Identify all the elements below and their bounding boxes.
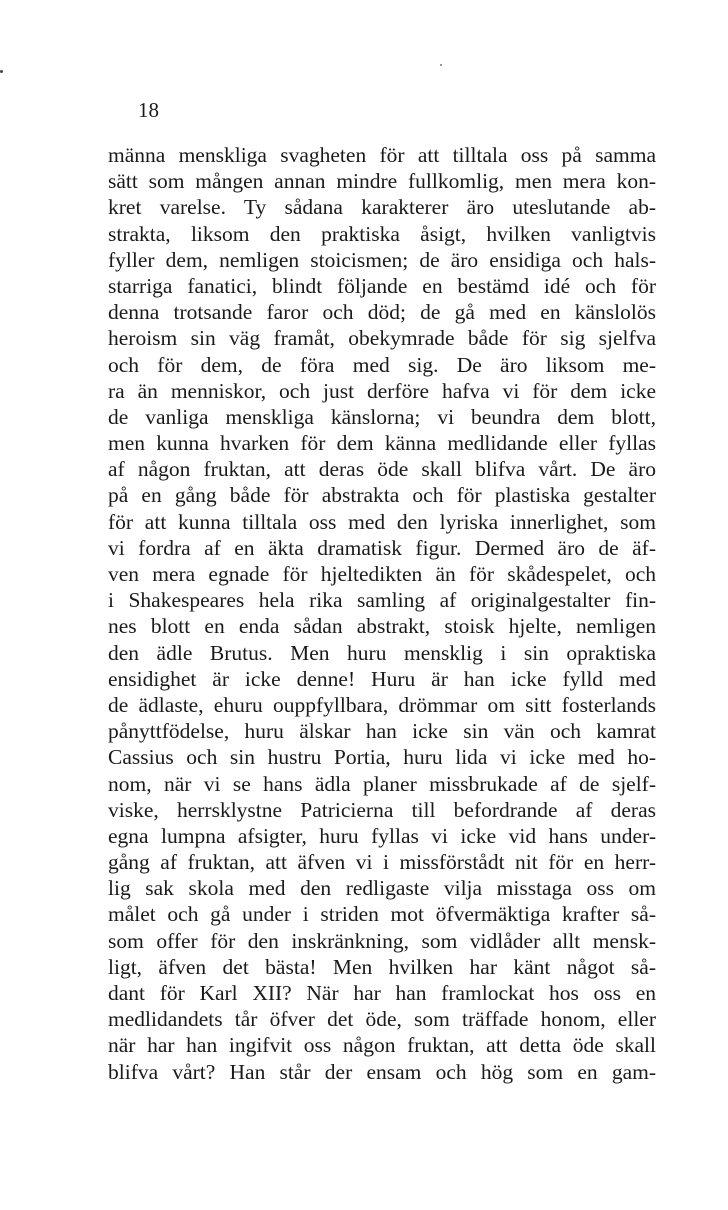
text-line: heroism sin väg framåt, obekymrade både för sig sjelfva — [108, 326, 656, 351]
text-line: i Shakespeares hela rika samling af originalgestalter fin- — [108, 588, 656, 613]
text-line: medlidandets tår öfver det öde, som träffade honom, eller — [108, 1007, 656, 1032]
text-line: vi fordra af en äkta dramatisk figur. Dermed äro de äf- — [108, 535, 656, 560]
text-line: männa menskliga svagheten för att tilltala oss på samma — [108, 143, 656, 167]
text-line: men kunna hvarken för dem känna medlidande eller fyllas — [108, 431, 656, 456]
text-line: Cassius och sin hustru Portia, huru lida vi icke med ho- — [108, 745, 656, 770]
text-line: målet och gå under i striden mot öfvermäktiga krafter så- — [108, 902, 656, 927]
scan-speck — [440, 64, 442, 66]
text-line: på en gång både för abstrakta och för plastiska gestalter — [108, 483, 656, 508]
text-line: de vanliga menskliga känslorna; vi beundra dem blott, — [108, 404, 656, 429]
text-line: ligt, äfven det bästa! Men hvilken har känt något så- — [108, 954, 656, 979]
text-line: nes blott en enda sådan abstrakt, stoisk hjelte, nemligen — [108, 614, 656, 639]
text-line: ensidighet är icke denne! Huru är han icke fylld med — [108, 666, 656, 691]
text-line: ra än menniskor, och just derföre hafva vi för dem icke — [108, 378, 656, 403]
text-line: den ädle Brutus. Men huru mensklig i sin opraktiska — [108, 640, 656, 665]
text-line: för att kunna tilltala oss med den lyriska innerlighet, som — [108, 509, 656, 534]
text-line: egna lumpna afsigter, huru fyllas vi icke vid hans under- — [108, 823, 656, 848]
text-line: fyller dem, nemligen stoicismen; de äro ensidiga och hals- — [108, 247, 656, 272]
text-line: af någon fruktan, att deras öde skall blifva vårt. De äro — [108, 457, 656, 482]
page-number: 18 — [138, 98, 159, 122]
text-line: pånyttfödelse, huru älskar han icke sin vän och kamrat — [108, 719, 656, 744]
body-text — [108, 142, 656, 1085]
text-line: och för dem, de föra med sig. De äro liksom me- — [108, 352, 656, 377]
text-line: denna trotsande faror och död; de gå med en känslolös — [108, 300, 656, 325]
text-line: som offer för den inskränkning, som vidlåder allt mensk- — [108, 928, 656, 953]
text-line: de ädlaste, ehuru ouppfyllbara, drömmar om sitt fosterlands — [108, 692, 656, 717]
text-line: kret varelse. Ty sådana karakterer äro uteslutande ab- — [108, 195, 656, 220]
text-line: nom, när vi se hans ädla planer missbrukade af de sjelf- — [108, 771, 656, 796]
text-line: dant för Karl XII? När har han framlockat hos oss en — [108, 981, 656, 1005]
text-line: viske, herrsklystne Patricierna till befordrande af deras — [108, 797, 656, 822]
text-line: lig sak skola med den redligaste vilja misstaga oss om — [108, 876, 656, 901]
text-line: blifva vårt? Han står der ensam och hög som en gam- — [108, 1059, 656, 1084]
text-line: starriga fanatici, blindt följande en bestämd idé och för — [108, 273, 656, 298]
text-line: strakta, liksom den praktiska åsigt, hvilken vanligtvis — [108, 221, 656, 246]
text-line: när har han ingifvit oss någon fruktan, att detta öde skall — [108, 1033, 656, 1058]
text-line: gång af fruktan, att äfven vi i missförstådt nit för en herr- — [108, 850, 656, 875]
scan-edge-mark — [0, 70, 3, 73]
text-line: sätt som mången annan mindre fullkomlig, men mera kon- — [108, 169, 656, 194]
text-line: ven mera egnade för hjeltedikten än för skådespelet, och — [108, 562, 656, 586]
